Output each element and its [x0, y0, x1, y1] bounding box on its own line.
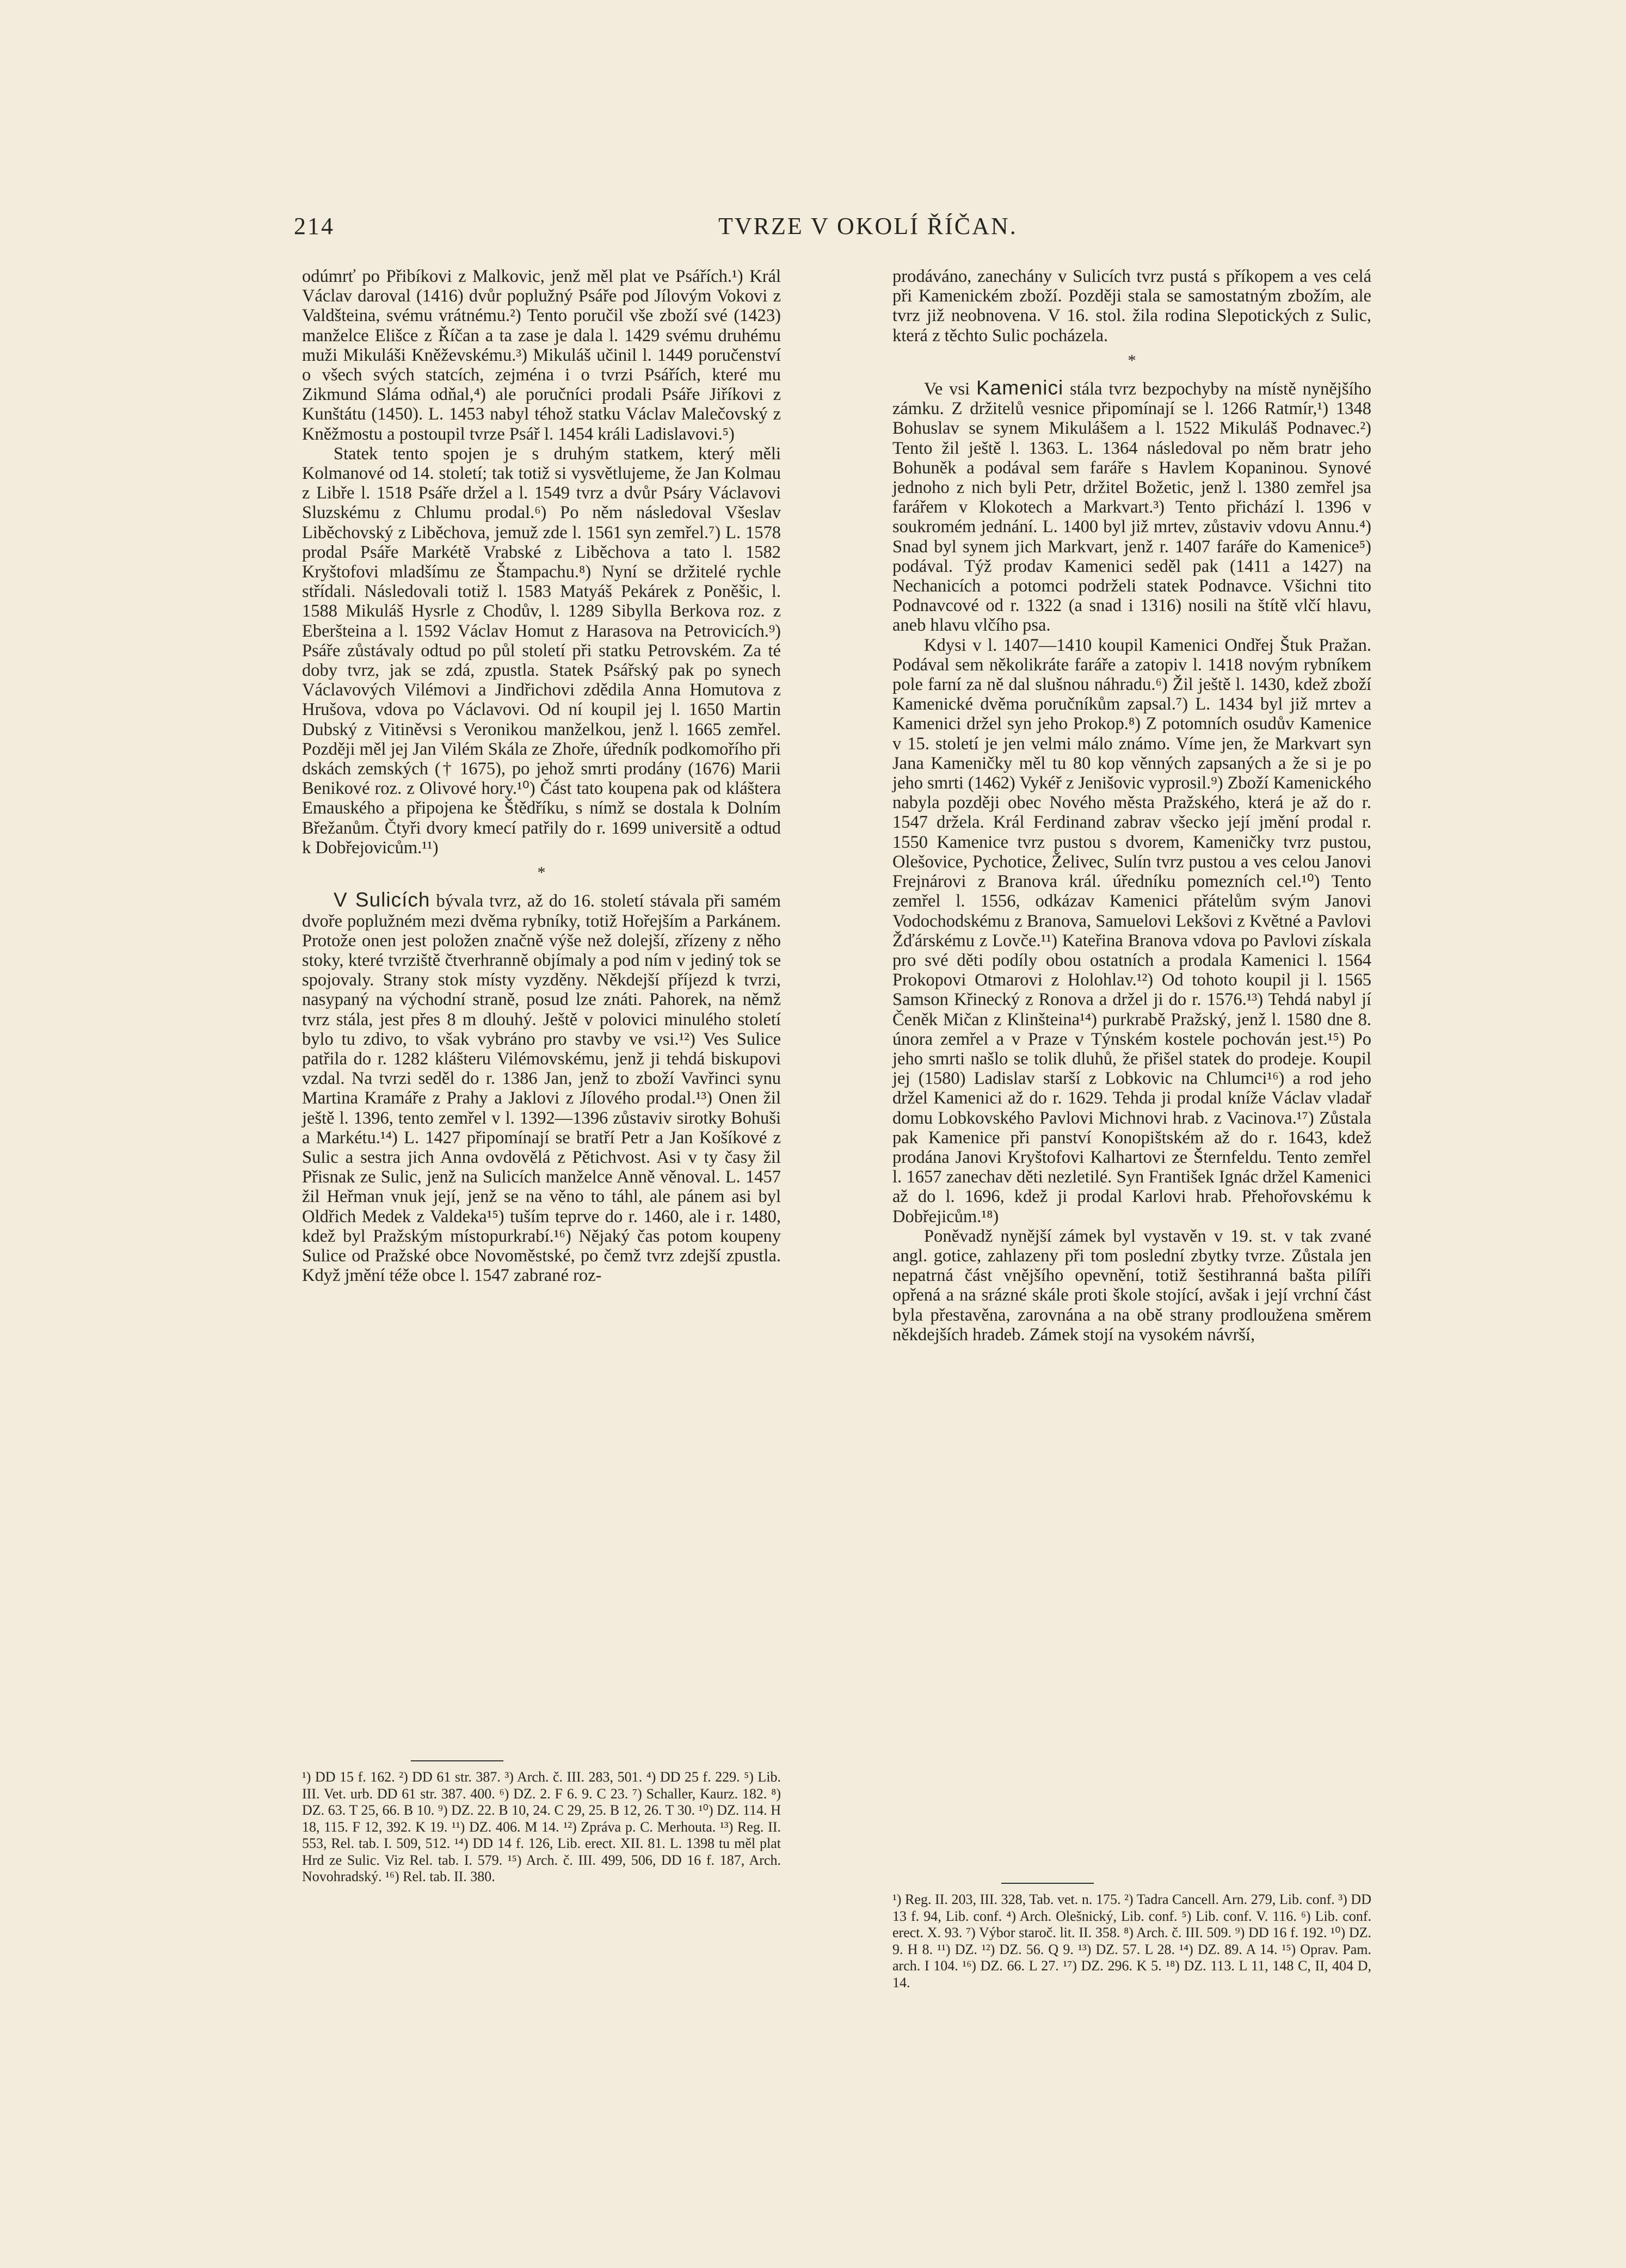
paragraph-castle: Poněvadž nynější zámek byl vystavěn v 19. st. v tak zvané angl. gotice, zahlazeny při tom poslední zbytky tvrze. Zůstala jen nepatrná část vnějšího opevnění, totiž šestihranná bašta pilíři opřená a na srázné skále proti škole stojící, avšak i její vrchní část byla přestavěna, zarovnána a na obě strany prodloužena směrem někdejších hradeb. Zámek stojí na vysokém návrší, — [892, 1226, 1371, 1345]
page-number: 214 — [294, 213, 335, 239]
paragraph-kamenice — [892, 378, 1371, 636]
paragraph-psare-estate: Statek tento spojen je s druhým statkem, který měli Kolmanové od 14. století; tak totiž si vysvětlujeme, že Jan Kolmau z Libře l. 1518 Psáře držel a l. 1549 tvrz a dvůr Psáry Václavovi Sluzskému z Chlumu prodal.⁶) Po něm následoval Všeslav Liběchovský z Liběchova, jemuž zde l. 1561 syn zemřel.⁷) L. 1578 prodal Psáře Markétě Vrabské z Liběchova a tato l. 1582 Kryštofovi mladšímu ze Štampachu.⁸) Nyní se držitelé rychle střídali. Následovali totiž l. 1583 Matyáš Pekárek z Poněšic, l. 1588 Mikuláš Hysrle z Chodův, l. 1289 Sibylla Berkova roz. z Eberšteina a l. 1592 Václav Homut z Harasova na Petrovicích.⁹) Psáře zůstávaly odtud po půl století při statku Petrovském. Za té doby tvrz, jak se zdá, zpustla. Statek Psářský pak po synech Václavových Vilémovi a Jindřichovi zdědila Anna Homutova z Hrušova, vdova po Václavovi. Od ní koupil jej l. 1650 Martin Dubský z Vitiněvsi s Veronikou manželkou, jenž l. 1665 zemřel. Později měl jej Jan Vilém Skála ze Zhoře, úředník podkomořího při dskách zemských († 1675), po jehož smrti prodány (1676) Marii Benikové roz. z Olivové hory.¹⁰) Část tato koupena pak od kláštera Emauského a připojena ke Štědříku, s nímž se dostala k Dolním Břežanům. Čtyři dvory kmecí patřily do r. 1699 universitě a odtud k Dobřejovicům.¹¹) — [302, 443, 781, 858]
page-header — [294, 212, 1355, 245]
running-title: TVRZE V OKOLÍ ŘÍČAN. — [718, 213, 1018, 239]
right-footnotes-text: ¹) Reg. II. 203, III. 328, Tab. vet. n. 175. ²) Tadra Cancell. Arn. 279, Lib. conf. ³) DD 13 f. 94, Lib. conf. ⁴) Arch. Olešnický, Lib. conf. ⁵) Lib. conf. V. 116. ⁶) Lib. conf. erect. X. 93. ⁷) Výbor staroč. lit. II. 358. ⁸) Arch. č. III. 509. ⁹) DD 16 f. 192. ¹⁰) DZ. 9. H 8. ¹¹) DZ. ¹²) DZ. 56. Q 9. ¹³) DZ. 57. L 28. ¹⁴) DZ. 89. A 14. ¹⁵) Oprav. Pam. arch. I 104. ¹⁶) DZ. 66. L 27. ¹⁷) DZ. 296. K 5. ¹⁸) DZ. 113. L 11, 148 C, II, 404 D, 14. — [892, 1891, 1371, 1990]
right-column — [892, 267, 1371, 1345]
paragraph-kamenice-text: stála tvrz bezpochyby na místě nynějšího zámku. Z držitelů vesnice připomínají se l. 1266 Ratmír,¹) 1348 Bohuslav se synem Mikulášem a l. 1522 Mikuláš Podnavec.²) Tento žil ještě l. 1363. L. 1364 následoval po něm bratr jeho Bohuněk a podával sem faráře s Havlem Kopaninou. Synové jednoho z nich byli Petr, držitel Božetic, jenž l. 1380 zemřel jsa farářem v Klokotech a Markvart.³) Tento přichází l. 1396 v soukromém jednání. L. 1400 byl již mrtev, zůstaviv vdovu Annu.⁴) Snad byl synem jich Markvart, jenž r. 1407 faráře do Kamenice⁵) podával. Týž prodav Kamenici seděl pak (1411 a 1427) na Nechanicích a potomci podrželi statek Podnavce. Všichni tito Podnavcové od r. 1322 (a snad i 1316) nosili na štítě vlčí hlavu, aneb hlavu vlčího psa. — [892, 379, 1371, 636]
section-separator: * — [537, 864, 546, 882]
paragraph-sulice-text: bývala tvrz, až do 16. století stávala při samém dvoře poplužném mezi dvěma rybníky, totiž Hořejším a Parkánem. Protože onen jest položen značně výše než dolejší, zřízeny z něho stoky, které tvrziště čtverhranně objímaly a pod ním v jediný tok se spojovaly. Strany stok místy vyzděny. Někdejší příjezd k tvrzi, nasypaný na východní straně, posud lze znáti. Pahorek, na němž tvrz stála, jest přes 8 m dlouhý. Ještě v polovici minulého století bylo tu zdivo, to však vybráno pro stavby ve vsi.¹²) Ves Sulice patřila do r. 1282 klášteru Vilémovskému, jenž ji tehdá biskupovi vzdal. Na tvrzi seděl do r. 1386 Jan, jenž to zboží Vavřinci synu Martina Kramáře z Prahy a Jaklovi z Jílového prodal.¹³) Onen žil ještě l. 1396, tento zemřel v l. 1392—1396 zůstaviv sirotky Bohuši a Markétu.¹⁴) L. 1427 připomínají se bratří Petr a Jan Košíkové z Sulic a sestra jich Anna ovdovělá z Pětichvost. Asi v ty časy žil Přisnak ze Sulic, jenž na Sulicích manželce Anně věnoval. L. 1457 žil Heřman vnuk její, jenž se na věno to táhl, ale pánem asi byl Oldřich Medek z Valdeka¹⁵) tuším teprve do r. 1460, ale i r. 1480, kdež byl Pražským místopurkrabí.¹⁶) Nějaký čas potom koupeny Sulice od Pražské obce Novoměstské, po čemž tvrz zdejší zpustla. Když jmění téže obce l. 1547 zabrané roz- — [302, 891, 781, 1286]
place-heading-sulice: V Sulicích — [334, 889, 430, 911]
paragraph-psare-end: odúmrť po Přibíkovi z Malkovic, jenž měl plat ve Psářích.¹) Král Václav daroval (1416) dvůr poplužný Psáře pod Jílovým Vokovi z Valdšteina, svému vrátnému.²) Tento poručil vše zboží své (1423) manželce Elišce z Říčan a ta zase je dala l. 1429 svému druhému muži Mikuláši Kněževskému.³) Mikuláš učinil l. 1449 poručenství o všech svých statcích, zejména i o tvrzi Psářích, které mu Zikmund Sláma odňal,⁴) ale poručníci prodali Psáře Jiříkovi z Kunštátu (1450). L. 1453 nabyl téhož statku Václav Malečovský z Kněžmostu a postoupil tvrze Psář l. 1454 králi Ladislavovi.⁵) — [302, 267, 781, 444]
place-heading-kamenice: Kamenici — [976, 377, 1064, 399]
right-footnotes — [892, 1883, 1371, 1991]
footnote-rule — [411, 1760, 503, 1761]
paragraph-sulice-end: prodáváno, zanechány v Sulicích tvrz pustá s příkopem a ves celá při Kamenickém zboží. Později stala se samostatným zbožím, ale tvrz již neobnovena. V 16. stol. žila rodina Slepotických z Sulic, která z těchto Sulic pocházela. — [892, 267, 1371, 346]
paragraph-kamenice-prefix: Ve vsi — [924, 379, 976, 399]
left-footnotes-text: ¹) DD 15 f. 162. ²) DD 61 str. 387. ³) Arch. č. III. 283, 501. ⁴) DD 25 f. 229. ⁵) Lib. III. Vet. urb. DD 61 str. 387. 400. ⁶) DZ. 2. F 6. 9. C 23. ⁷) Schaller, Kaurz. 182. ⁸) DZ. 63. T 25, 66. B 10. ⁹) DZ. 22. B 10, 24. C 29, 25. B 12, 26. T 30. ¹⁰) DZ. 114. H 18, 115. F 12, 392. K 19. ¹¹) DZ. 406. M 14. ¹²) Zpráva p. C. Merhouta. ¹³) Reg. II. 553, Rel. tab. I. 509, 512. ¹⁴) DD 14 f. 126, Lib. erect. XII. 81. L. 1398 tu měl plat Hrd ze Sulic. Viz Rel. tab. I. 579. ¹⁵) Arch. č. III. 499, 506, DD 16 f. 187, Arch. Novohradský. ¹⁶) Rel. tab. II. 380. — [302, 1769, 781, 1884]
paragraph-sulice — [302, 890, 781, 1285]
left-column — [302, 267, 781, 1285]
left-footnotes — [302, 1760, 781, 1885]
footnote-rule — [1001, 1883, 1094, 1884]
section-separator: * — [1128, 351, 1136, 369]
paragraph-kamenice-owners: Kdysi v l. 1407—1410 koupil Kamenici Ondřej Štuk Pražan. Podával sem několikráte faráře a zatopiv l. 1418 novým rybníkem pole farní za ně dal slušnou náhradu.⁶) Žil ještě l. 1430, kdež zboží Kamenické dvěma poručníkům zapsal.⁷) L. 1434 byl již mrtev a Kamenici držel syn jeho Prokop.⁸) Z potomních osudův Kamenice v 15. století je jen velmi málo známo. Víme jen, že Markvart syn Jana Kameničky měl tu 80 kop věnných zapsaných a že si je po jeho smrti (1462) Vykéř z Jenišovic vyprosil.⁹) Zboží Kamenického nabyla později obec Nového města Pražského, která je až do r. 1547 držela. Král Ferdinand zabrav všecko její jmění prodal r. 1550 Kamenice tvrz pustou s dvorem, Kameničky tvrz pustou, Olešovice, Pychotice, Želivec, Sulín tvrz pustou a ves celou Janovi Frejnárovi z Branova král. úředníku pomezních cel.¹⁰) Tento zemřel l. 1556, odkázav Kamenici přátelům svým Janovi Vodochodskému z Branova, Samuelovi Lekšovi z Květné a Pavlovi Žďárskému z Lovče.¹¹) Kateřina Branova vdova po Pavlovi získala pro své děti podíly obou ostatních a prodala Kamenici l. 1564 Prokopovi Otmarovi z Holohlav.¹²) Od tohoto koupil ji l. 1565 Samson Křinecký z Ronova a držel ji do r. 1576.¹³) Tehdá nabyl jí Čeněk Mičan z Klinšteina¹⁴) purkrabě Pražský, jenž l. 1580 dne 8. února zemřel a v Praze v Týnském kostele pochován jest.¹⁵) Po jeho smrti našlo se tolik dluhů, že přišel statek do prodeje. Koupil jej (1580) Ladislav starší z Lobkovic na Chlumci¹⁶) a rod jeho držel Kamenici až do r. 1629. Tehda ji prodal kníže Václav vladař domu Lobkovského Pavlovi Michnovi hrab. z Vacinova.¹⁷) Zůstala pak Kamenice při panství Konopištském až do r. 1643, kdež prodána Janovi Kryštofovi Kalhartovi ze Šternfeldu. Tento zemřel l. 1657 zanechav děti nezletilé. Syn František Ignác držel Kamenici až do l. 1696, kdež ji prodal Karlovi hrab. Přehořovskému k Dobřejicům.¹⁸) — [892, 635, 1371, 1227]
